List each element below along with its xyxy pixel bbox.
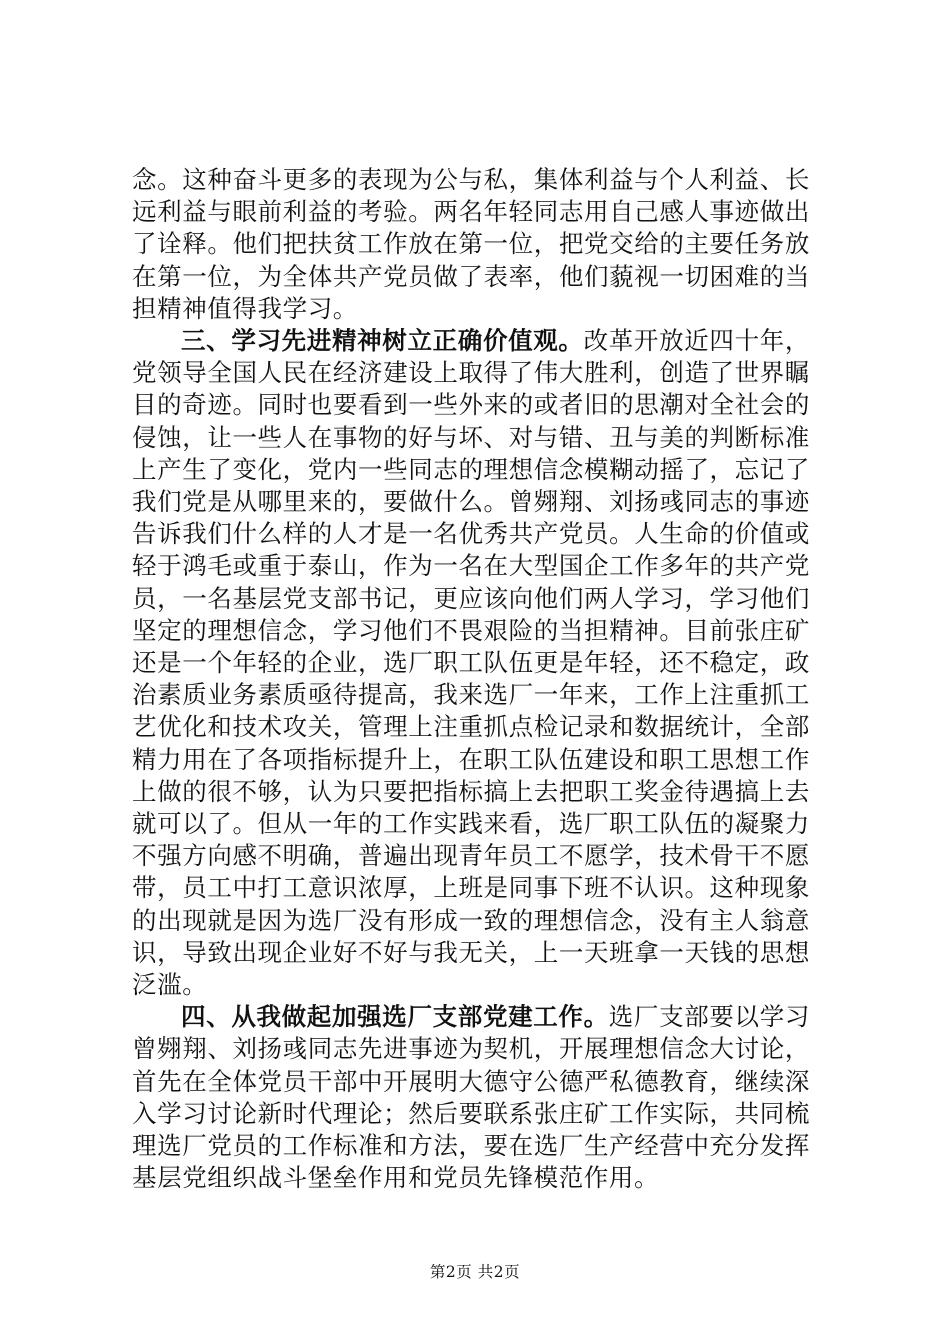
page-footer: 第2页 共2页 <box>429 1263 521 1281</box>
paragraph-section-three <box>132 325 810 1001</box>
document-body <box>132 164 810 1195</box>
section-heading: 三、学习先进精神树立正确价值观。 <box>181 326 584 356</box>
paragraph-text: 改革开放近四十年，党领导全国人民在经济建设上取得了伟大胜利，创造了世界瞩目的奇迹。同时也要看到一些外来的或者旧的思潮对全社会的侵蚀，让一些人在事物的好与坏、对与错、丑与美的判断标准上产生了变化，党内一些同志的理想信念模糊动摇了，忘记了我们党是从哪里来的，要做什么。曾翙翔、刘扬彧同志的事迹告诉我们什么样的人才是一名优秀共产党员。人生命的价值或轻于鸿毛或重于泰山，作为一名在大型国企工作多年的共产党员，一名基层党支部书记，更应该向他们两人学习，学习他们坚定的理想信念，学习他们不畏艰险的当担精神。目前张庄矿还是一个年轻的企业，选厂职工队伍更是年轻，还不稳定，政治素质业务素质亟待提高，我来选厂一年来，工作上注重抓工艺优化和技术攻关，管理上注重抓点检记录和数据统计，全部精力用在了各项指标提升上，在职工队伍建设和职工思想工作上做的很不够，认为只要把指标搞上去把职工奖金待遇搞上去就可以了。但从一年的工作实践来看，选厂职工队伍的凝聚力不强方向感不明确，普遍出现青年员工不愿学，技术骨干不愿带，员工中打工意识浓厚，上班是同事下班不认识。这种现象的出现就是因为选厂没有形成一致的理想信念，没有主人翁意识，导致出现企业好不好与我无关，上一天班拿一天钱的思想泛滥。 <box>132 326 810 1000</box>
paragraph-continuation <box>132 164 810 325</box>
paragraph-text: 选厂支部要以学习曾翙翔、刘扬彧同志先进事迹为契机，开展理想信念大讨论，首先在全体党员干部中开展明大德守公德严私德教育，继续深入学习讨论新时代理论；然后要联系张庄矿工作实际，共同梳理选厂党员的工作标准和方法，要在选厂生产经营中充分发挥基层党组织战斗堡垒作用和党员先锋模范作用。 <box>132 1002 810 1193</box>
paragraph-section-four <box>132 1001 810 1194</box>
section-heading: 四、从我做起加强选厂支部党建工作。 <box>181 1002 609 1032</box>
paragraph-text: 念。这种奋斗更多的表现为公与私，集体利益与个人利益、长远利益与眼前利益的考验。两名年轻同志用自己感人事迹做出了诠释。他们把扶贫工作放在第一位，把党交给的主要任务放在第一位，为全体共产党员做了表率，他们藐视一切困难的当担精神值得我学习。 <box>132 165 810 323</box>
